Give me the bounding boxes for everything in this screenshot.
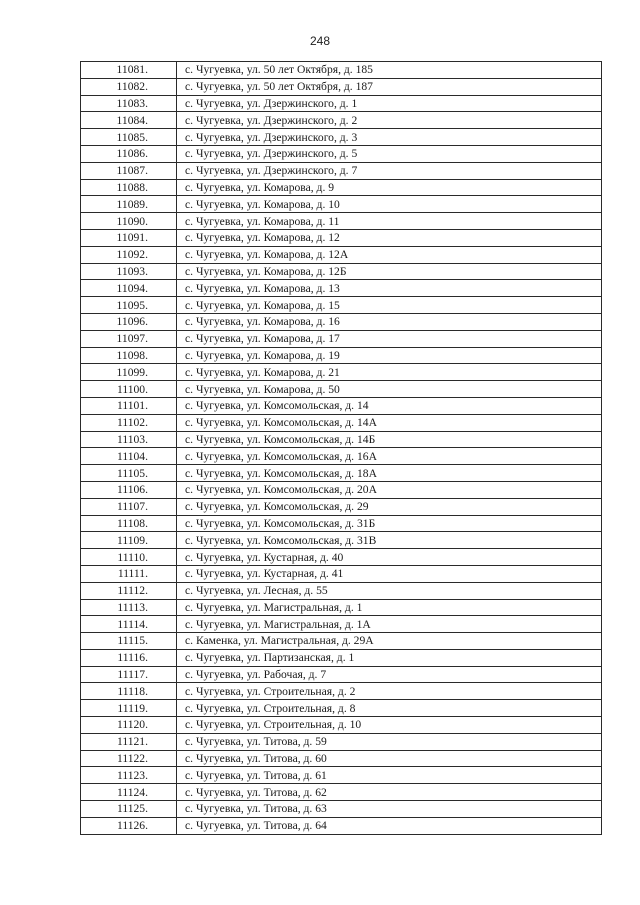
- row-number: 11105.: [81, 465, 177, 482]
- row-address: с. Чугуевка, ул. Строительная, д. 10: [177, 717, 602, 734]
- table-row: [81, 498, 602, 515]
- row-address: с. Чугуевка, ул. 50 лет Октября, д. 185: [177, 62, 602, 79]
- row-address: с. Чугуевка, ул. Комарова, д. 50: [177, 381, 602, 398]
- table-row: [81, 465, 602, 482]
- row-number: 11125.: [81, 801, 177, 818]
- row-address: с. Чугуевка, ул. Комарова, д. 16: [177, 313, 602, 330]
- row-number: 11098.: [81, 347, 177, 364]
- table-row: [81, 112, 602, 129]
- row-number: 11088.: [81, 179, 177, 196]
- row-address: с. Каменка, ул. Магистральная, д. 29А: [177, 633, 602, 650]
- row-number: 11091.: [81, 229, 177, 246]
- row-number: 11108.: [81, 515, 177, 532]
- row-address: с. Чугуевка, ул. Комсомольская, д. 14Б: [177, 431, 602, 448]
- table-row: [81, 213, 602, 230]
- table-row: [81, 62, 602, 79]
- table-row: [81, 280, 602, 297]
- row-address: с. Чугуевка, ул. Партизанская, д. 1: [177, 649, 602, 666]
- row-number: 11102.: [81, 414, 177, 431]
- table-row: [81, 431, 602, 448]
- row-address: с. Чугуевка, ул. Лесная, д. 55: [177, 582, 602, 599]
- row-number: 11115.: [81, 633, 177, 650]
- row-address: с. Чугуевка, ул. Комсомольская, д. 18А: [177, 465, 602, 482]
- address-table: [80, 61, 602, 835]
- row-address: с. Чугуевка, ул. Дзержинского, д. 1: [177, 95, 602, 112]
- page-number: 248: [309, 34, 331, 48]
- row-address: с. Чугуевка, ул. Кустарная, д. 40: [177, 549, 602, 566]
- row-number: 11111.: [81, 565, 177, 582]
- row-number: 11100.: [81, 381, 177, 398]
- row-address: с. Чугуевка, ул. Титова, д. 59: [177, 733, 602, 750]
- table-row: [81, 297, 602, 314]
- row-address: с. Чугуевка, ул. Комсомольская, д. 16А: [177, 448, 602, 465]
- row-address: с. Чугуевка, ул. Титова, д. 60: [177, 750, 602, 767]
- table-row: [81, 448, 602, 465]
- table-row: [81, 179, 602, 196]
- row-number: 11118.: [81, 683, 177, 700]
- row-number: 11094.: [81, 280, 177, 297]
- row-address: с. Чугуевка, ул. Комсомольская, д. 20А: [177, 481, 602, 498]
- row-number: 11123.: [81, 767, 177, 784]
- row-number: 11120.: [81, 717, 177, 734]
- table-row: [81, 95, 602, 112]
- table-row: [81, 616, 602, 633]
- table-row: [81, 246, 602, 263]
- table-row: [81, 717, 602, 734]
- row-number: 11087.: [81, 162, 177, 179]
- table-row: [81, 229, 602, 246]
- table-row: [81, 784, 602, 801]
- row-address: с. Чугуевка, ул. Комсомольская, д. 14: [177, 397, 602, 414]
- row-number: 11093.: [81, 263, 177, 280]
- row-address: с. Чугуевка, ул. Комарова, д. 12Б: [177, 263, 602, 280]
- row-number: 11084.: [81, 112, 177, 129]
- table-row: [81, 767, 602, 784]
- row-address: с. Чугуевка, ул. Строительная, д. 2: [177, 683, 602, 700]
- table-row: [81, 414, 602, 431]
- row-number: 11086.: [81, 145, 177, 162]
- table-row: [81, 364, 602, 381]
- table-row: [81, 633, 602, 650]
- row-address: с. Чугуевка, ул. Комсомольская, д. 31В: [177, 532, 602, 549]
- table-row: [81, 733, 602, 750]
- row-address: с. Чугуевка, ул. Титова, д. 61: [177, 767, 602, 784]
- row-address: с. Чугуевка, ул. Дзержинского, д. 3: [177, 129, 602, 146]
- table-row: [81, 196, 602, 213]
- row-address: с. Чугуевка, ул. Кустарная, д. 41: [177, 565, 602, 582]
- row-address: с. Чугуевка, ул. Комарова, д. 11: [177, 213, 602, 230]
- table-row: [81, 330, 602, 347]
- row-number: 11081.: [81, 62, 177, 79]
- row-address: с. Чугуевка, ул. Комарова, д. 21: [177, 364, 602, 381]
- table-row: [81, 649, 602, 666]
- row-address: с. Чугуевка, ул. Комсомольская, д. 31Б: [177, 515, 602, 532]
- row-number: 11112.: [81, 582, 177, 599]
- row-number: 11097.: [81, 330, 177, 347]
- row-address: с. Чугуевка, ул. Дзержинского, д. 5: [177, 145, 602, 162]
- row-number: 11092.: [81, 246, 177, 263]
- row-address: с. Чугуевка, ул. Титова, д. 63: [177, 801, 602, 818]
- row-number: 11103.: [81, 431, 177, 448]
- row-number: 11126.: [81, 817, 177, 834]
- row-address: с. Чугуевка, ул. Комарова, д. 12: [177, 229, 602, 246]
- table-row: [81, 565, 602, 582]
- row-number: 11104.: [81, 448, 177, 465]
- row-address: с. Чугуевка, ул. Комарова, д. 19: [177, 347, 602, 364]
- row-address: с. Чугуевка, ул. Дзержинского, д. 2: [177, 112, 602, 129]
- table-row: [81, 683, 602, 700]
- row-address: с. Чугуевка, ул. Комарова, д. 15: [177, 297, 602, 314]
- row-number: 11124.: [81, 784, 177, 801]
- table-row: [81, 750, 602, 767]
- row-address: с. Чугуевка, ул. Строительная, д. 8: [177, 700, 602, 717]
- table-row: [81, 263, 602, 280]
- row-number: 11117.: [81, 666, 177, 683]
- row-number: 11095.: [81, 297, 177, 314]
- row-number: 11110.: [81, 549, 177, 566]
- row-address: с. Чугуевка, ул. Комарова, д. 12А: [177, 246, 602, 263]
- table-row: [81, 666, 602, 683]
- row-address: с. Чугуевка, ул. Комарова, д. 9: [177, 179, 602, 196]
- row-address: с. Чугуевка, ул. Магистральная, д. 1А: [177, 616, 602, 633]
- table-row: [81, 532, 602, 549]
- table-row: [81, 801, 602, 818]
- row-number: 11090.: [81, 213, 177, 230]
- row-number: 11083.: [81, 95, 177, 112]
- table-row: [81, 397, 602, 414]
- row-address: с. Чугуевка, ул. Комарова, д. 17: [177, 330, 602, 347]
- row-address: с. Чугуевка, ул. Комарова, д. 10: [177, 196, 602, 213]
- table-row: [81, 162, 602, 179]
- table-row: [81, 599, 602, 616]
- table-row: [81, 582, 602, 599]
- row-number: 11106.: [81, 481, 177, 498]
- row-address: с. Чугуевка, ул. Комсомольская, д. 29: [177, 498, 602, 515]
- row-address: с. Чугуевка, ул. Комарова, д. 13: [177, 280, 602, 297]
- table-row: [81, 381, 602, 398]
- row-number: 11085.: [81, 129, 177, 146]
- row-address: с. Чугуевка, ул. 50 лет Октября, д. 187: [177, 78, 602, 95]
- row-address: с. Чугуевка, ул. Дзержинского, д. 7: [177, 162, 602, 179]
- table-row: [81, 129, 602, 146]
- row-number: 11114.: [81, 616, 177, 633]
- table-row: [81, 817, 602, 834]
- row-address: с. Чугуевка, ул. Титова, д. 62: [177, 784, 602, 801]
- row-number: 11113.: [81, 599, 177, 616]
- row-number: 11101.: [81, 397, 177, 414]
- row-number: 11082.: [81, 78, 177, 95]
- row-number: 11121.: [81, 733, 177, 750]
- row-number: 11122.: [81, 750, 177, 767]
- row-number: 11109.: [81, 532, 177, 549]
- table-row: [81, 347, 602, 364]
- table-row: [81, 481, 602, 498]
- table-row: [81, 145, 602, 162]
- row-number: 11116.: [81, 649, 177, 666]
- row-number: 11119.: [81, 700, 177, 717]
- row-address: с. Чугуевка, ул. Титова, д. 64: [177, 817, 602, 834]
- row-number: 11107.: [81, 498, 177, 515]
- address-table-body: [81, 62, 602, 835]
- row-number: 11089.: [81, 196, 177, 213]
- row-number: 11096.: [81, 313, 177, 330]
- row-number: 11099.: [81, 364, 177, 381]
- row-address: с. Чугуевка, ул. Комсомольская, д. 14А: [177, 414, 602, 431]
- table-row: [81, 549, 602, 566]
- row-address: с. Чугуевка, ул. Магистральная, д. 1: [177, 599, 602, 616]
- table-row: [81, 700, 602, 717]
- table-row: [81, 78, 602, 95]
- table-row: [81, 515, 602, 532]
- table-row: [81, 313, 602, 330]
- row-address: с. Чугуевка, ул. Рабочая, д. 7: [177, 666, 602, 683]
